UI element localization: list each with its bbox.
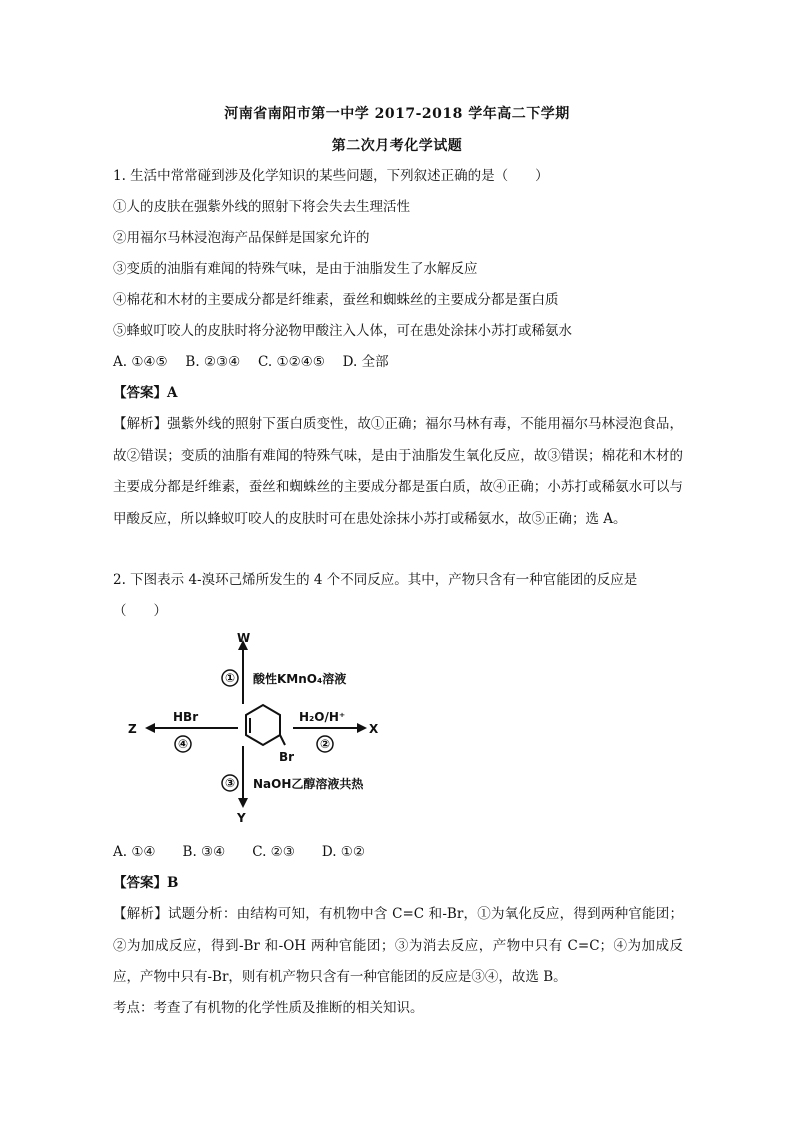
- q2-stem-line2: （ ）: [113, 603, 167, 619]
- br-bond: [280, 735, 285, 745]
- document-title-line2: 第二次月考化学试题: [331, 138, 463, 154]
- product-y: Y: [237, 811, 246, 825]
- q2-point: 考点：考查了有机物的化学性质及推断的相关知识。: [113, 1000, 424, 1016]
- document-title-line1: 河南省南阳市第一中学 2017-2018 学年高二下学期: [224, 106, 570, 122]
- q1-options: A. ①④⑤ B. ②③④ C. ①②④⑤ D. 全部: [113, 354, 389, 370]
- q1-analysis: 【解析】强紫外线的照射下蛋白质变性，故①正确；福尔马林有毒，不能用福尔马林浸泡食品，故②错误；变质的油脂有难闻的特殊气味，是由于油脂发生氧化反应，故③错误；棉花和木材的主要成分都是纤维素，蚕丝和蜘蛛丝的主要成分都是蛋白质，故④正确；小苏打或稀氨水可以与甲酸反应，所以蜂蚁叮咬人的皮肤时可在患处涂抹小苏打或稀氨水，故⑤正确；选 A。: [113, 416, 683, 527]
- arrow-down-head: [238, 798, 248, 808]
- reagent-3: NaOH乙醇溶液共热: [253, 777, 364, 791]
- reaction-number-4: ④: [178, 737, 189, 751]
- arrow-left-head: [145, 723, 155, 733]
- reagent-2: H₂O/H⁺: [299, 710, 346, 724]
- q2-stem-line1: 2. 下图表示 4-溴环己烯所发生的 4 个不同反应。其中，产物只含有一种官能团的反应是: [113, 572, 638, 588]
- q1-item-1: ①人的皮肤在强紫外线的照射下将会失去生理活性: [113, 199, 410, 215]
- product-w: W: [237, 631, 251, 645]
- reaction-number-1: ①: [225, 671, 236, 685]
- product-x: X: [369, 722, 379, 736]
- reaction-diagram: [113, 628, 413, 828]
- q1-item-5: ⑤蜂蚁叮咬人的皮肤时将分泌物甲酸注入人体，可在患处涂抹小苏打或稀氨水: [113, 323, 572, 339]
- arrow-right-head: [357, 723, 367, 733]
- substituent-label: Br: [279, 750, 295, 764]
- product-z: Z: [128, 722, 137, 736]
- q2-answer: 【答案】B: [113, 875, 179, 891]
- q2-analysis: 【解析】试题分析：由结构可知，有机物中含 C=C 和-Br，①为氧化反应，得到两种官能团；②为加成反应，得到-Br 和-OH 两种官能团；③为消去反应，产物中只有 C=C；④为加成反应，产物中只有-Br，则有机产物只含有一种官能团的反应是③④，故选 B。: [113, 906, 683, 985]
- q1-item-4: ④棉花和木材的主要成分都是纤维素，蚕丝和蜘蛛丝的主要成分都是蛋白质: [113, 292, 559, 308]
- reaction-number-2: ②: [320, 737, 331, 751]
- reaction-number-3: ③: [225, 776, 236, 790]
- reagent-1: 酸性KMnO₄溶液: [253, 672, 347, 686]
- cyclohexene-ring: [246, 705, 280, 745]
- q1-answer: 【答案】A: [113, 385, 178, 401]
- reagent-4: HBr: [173, 710, 199, 724]
- q1-item-2: ②用福尔马林浸泡海产品保鲜是国家允许的: [113, 230, 370, 246]
- q2-options: A. ①④ B. ③④ C. ②③ D. ①②: [113, 844, 366, 860]
- q1-item-3: ③变质的油脂有难闻的特殊气味，是由于油脂发生了水解反应: [113, 261, 478, 277]
- q1-stem: 1. 生活中常常碰到涉及化学知识的某些问题，下列叙述正确的是（ ）: [113, 168, 549, 184]
